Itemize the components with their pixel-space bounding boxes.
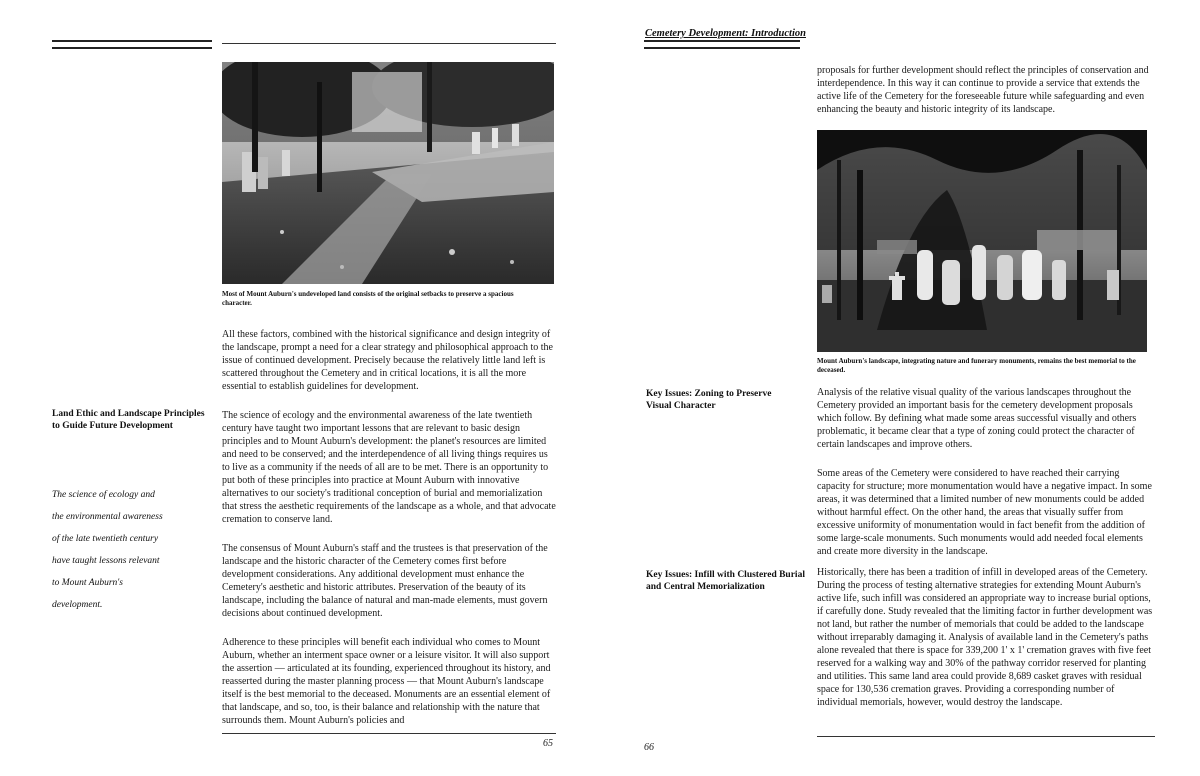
running-head: Cemetery Development: Introduction [645, 28, 806, 39]
footer-rule [222, 733, 556, 734]
side-heading-infill: Key Issues: Infill with Clustered Burial and Central Memorialization [646, 570, 805, 592]
right-photo-caption: Mount Auburn's landscape, integrating nature and funerary monuments, remains the best memorial to the deceased. [817, 357, 1136, 374]
cemetery-path-photo [222, 62, 554, 284]
infill-section-body: Historically, there has been a tradition of infill in developed areas of the Cemetery. During the process of testing alternative strategies for extending Mount Auburn's active life, such infill was considered an appropriate way to increase burial options, if carefully done. Study revealed that the limiting factor in further development was not land, but rather the number of memorials that could be added to the landscape without irreparably damaging it. Analysis of available land in the Cemetery's paths alone revealed that there is space for 339,200 1' x 1' cremation graves with five feet reserved for a walking way and 30% of the pathway corridor reserved for planting and utilities. This same land area could provide 8,689 casket graves with residual space for 130,536 cremation graves. Providing a corresponding number of individual memorials, however, would destroy the landscape. [817, 567, 1153, 708]
left-body [222, 328, 556, 727]
zoning-paragraph-1: Analysis of the relative visual quality of the various landscapes throughout the Cemetery provided an important basis for the cemetery development proposals which follow. By defining what made some areas successful visually and others problematic, it became clear that a type of zoning could protect the character of certain landscapes and improve others. [817, 387, 1137, 450]
left-paragraph-3: The consensus of Mount Auburn's staff and the trustees is that preservation of the landscape and the historic character of the Cemetery comes first before development considerations. Any additional development must enhance the Cemetery's aesthetic and historic attributes. Preservation of the beauty of its landscape, including the balance of natural and man-made elements, must govern decisions about continued development. [222, 543, 548, 619]
side-heading-zoning: Key Issues: Zoning to Preserve Visual Character [646, 389, 772, 411]
right-page [600, 0, 1200, 776]
right-intro-paragraph: proposals for further development should reflect the principles of conservation and interdependence. In this way it can continue to provide a service that extends the active life of the Cemetery for the foreseeable future while safeguarding and even enhancing the beauty and historic integrity of its landscape. [817, 65, 1149, 115]
left-photo-caption: Most of Mount Auburn's undeveloped land consists of the original setbacks to preserve a spacious character. [222, 290, 514, 307]
left-paragraph-2: The science of ecology and the environmental awareness of the late twentieth century have taught two important lessons that are relevant to basic design principles and to Mount Auburn's development: the planet's resources are limited and need to be conserved; and the interdependence of all living things requires us to live as a community if the needs of all are to be met. There is an opportunity to put both of these principles into practice at Mount Auburn with innovative alternatives to our society's traditional conception of burial and memorialization that stress the aesthetic requirements of the landscape as a whole, and that advocate cremation to conserve land. [222, 410, 556, 525]
zoning-paragraph-2: Some areas of the Cemetery were considered to have reached their carrying capacity for structure; more monumentation would have a negative impact. In some areas, it was determined that a limited number of new monuments could be added without harmful effect. On the other hand, the areas that visually suffer from excessive uniformity of monumentation would in fact benefit from the addition of some large-scale monuments. Such monuments would add needed focal elements and create more diversity in the landscape. [817, 468, 1152, 557]
footer-rule-right [817, 736, 1155, 737]
zoning-section-body [817, 386, 1155, 558]
side-heading-land-ethic: Land Ethic and Landscape Principles to Guide Future Development [52, 409, 205, 431]
header-rule [222, 43, 556, 44]
pull-quote: The science of ecology and the environmental awareness of the late twentieth century have taught lessons relevant to Mount Auburn's development. [52, 490, 163, 610]
header-double-rule-right [644, 40, 800, 49]
cemetery-monuments-photo [817, 130, 1147, 352]
page-number-left: 65 [543, 738, 553, 749]
page-number-right: 66 [644, 742, 654, 753]
header-double-rule [52, 40, 212, 49]
left-paragraph-1: All these factors, combined with the historical significance and design integrity of the landscape, prompt a need for a clear strategy and philosophical approach to the issue of continued development. Precisely because the relatively little land left is scattered throughout the Cemetery and in critical locations, it is all the more essential to establish guidelines for development. [222, 329, 553, 392]
left-paragraph-4: Adherence to these principles will benefit each individual who comes to Mount Auburn, whether an interment space owner or a leisure visitor. It will also support the assertion — articulated at its founding, experienced throughout its history, and reasserted during the master planning process — that Mount Auburn's landscape itself is the best memorial to the deceased. Monuments are an essential element of that landscape, and so, too, is their balance and relationship with the nature that surrounds them. Mount Auburn's policies and [222, 637, 551, 726]
